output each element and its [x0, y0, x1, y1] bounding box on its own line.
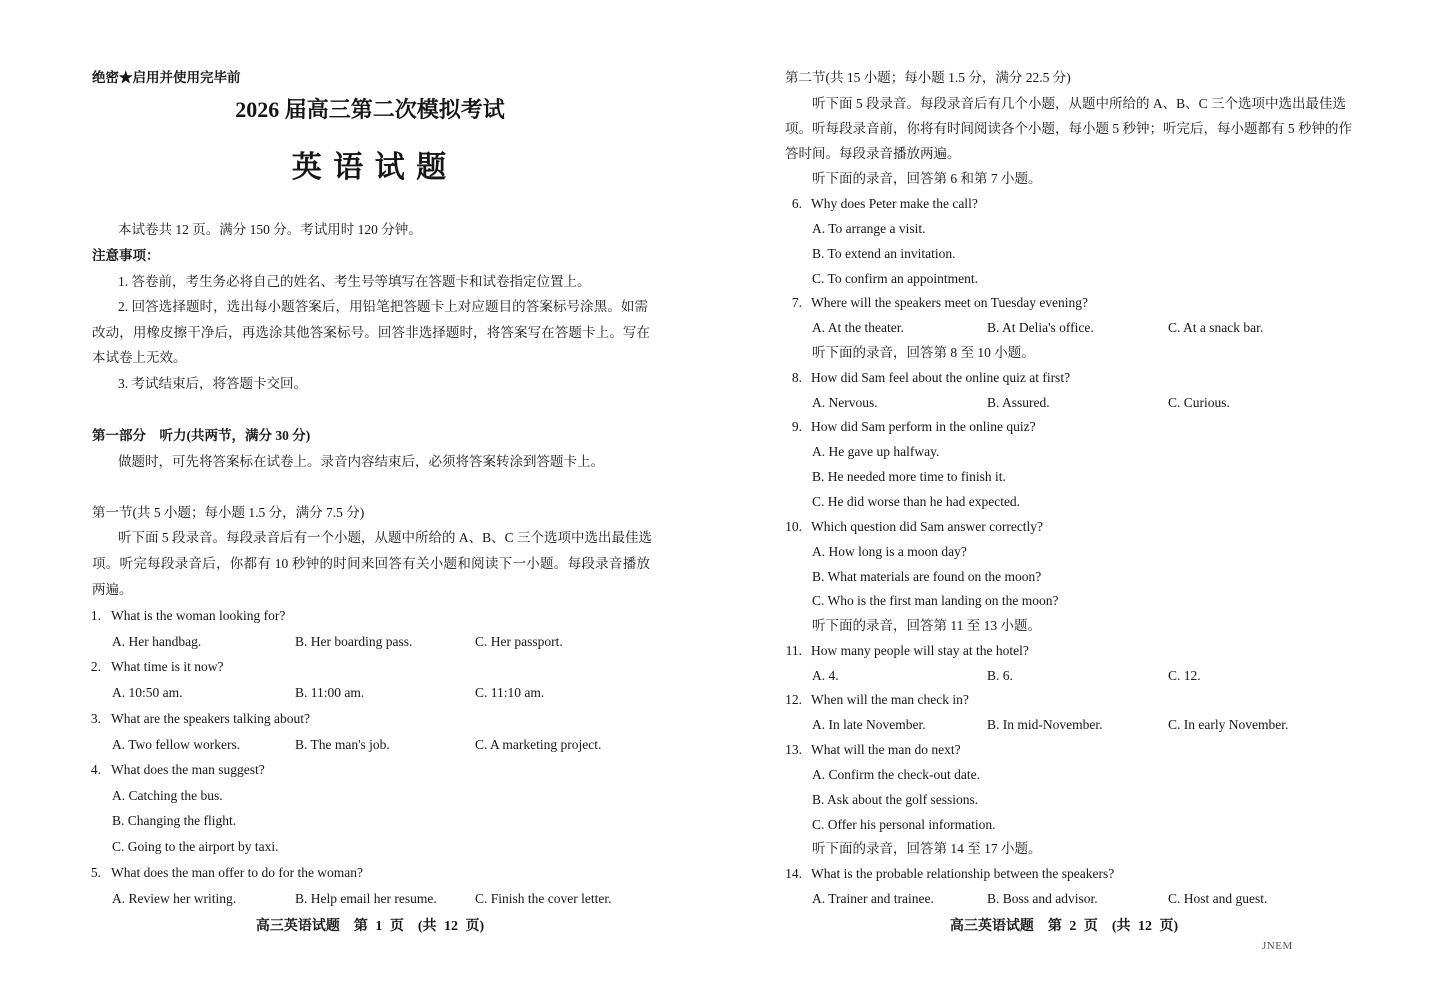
option-b: B. What materials are found on the moon? [812, 569, 1042, 584]
question-stem: How did Sam perform in the online quiz? [811, 419, 1036, 434]
section-instruction-line: 听下面 5 段录音。每段录音后有几个小题，从题中所给的 A、B、C 三个选项中选出最佳选 [812, 96, 1347, 111]
question [780, 369, 1070, 387]
option-a: A. 10:50 am. [112, 685, 183, 700]
option-b: B. To extend an invitation. [812, 246, 956, 261]
question-stem: What are the speakers talking about? [111, 711, 311, 726]
option-c: C. Curious. [1168, 395, 1230, 410]
confidential-label: 绝密★启用并使用完毕前 [92, 70, 241, 85]
section-instruction-line: 两遍。 [92, 582, 133, 597]
question [780, 691, 969, 709]
intro-text: 本试卷共 12 页。满分 150 分。考试用时 120 分钟。 [118, 222, 422, 237]
section-instruction-line: 答时间。每段录音播放两遍。 [785, 146, 961, 161]
question-number: 13. [785, 742, 802, 757]
question-stem: Which question did Sam answer correctly? [811, 519, 1044, 534]
question [780, 294, 1088, 312]
option-a: A. In late November. [812, 717, 926, 732]
question [780, 741, 961, 759]
question [780, 195, 978, 213]
page-footer: 高三英语试题 第 2 页 (共 12 页) [949, 919, 1179, 934]
question-stem: When will the man check in? [811, 692, 969, 707]
question-stem: What is the woman looking for? [111, 608, 286, 623]
question-number: 9. [791, 419, 802, 434]
question-number: 12. [785, 692, 802, 707]
option-c: C. Her passport. [475, 634, 563, 649]
question-stem: How did Sam feel about the online quiz at first? [811, 370, 1071, 385]
notes-line: 本试卷上无效。 [92, 350, 187, 365]
option-b: B. 11:00 am. [295, 685, 365, 700]
option-c: C. Finish the cover letter. [475, 891, 612, 906]
option-c: C. Offer his personal information. [812, 817, 996, 832]
exam-title: 2026 届高三第二次模拟考试 [235, 97, 505, 122]
option-a: A. How long is a moon day? [812, 544, 967, 559]
option-b: B. Changing the flight. [112, 813, 237, 828]
option-a: A. To arrange a visit. [812, 221, 926, 236]
option-b: B. In mid-November. [987, 717, 1103, 732]
option-b: B. He needed more time to finish it. [812, 469, 1006, 484]
option-a: A. Confirm the check-out date. [812, 767, 980, 782]
question-number: 4. [90, 762, 101, 777]
option-c: C. 12. [1168, 668, 1201, 683]
option-a: A. Review her writing. [112, 891, 237, 906]
section-instruction-line: 项。听每段录音前，你将有时间阅读各个小题，每小题 5 秒钟；听完后，每小题都有 5 秒钟的作 [785, 121, 1352, 136]
question-number: 1. [90, 608, 101, 623]
option-c: C. He did worse than he had expected. [812, 494, 1021, 509]
question [780, 642, 1029, 660]
question-number: 11. [785, 643, 802, 658]
question-number: 3. [90, 711, 101, 726]
option-a: A. Catching the bus. [112, 788, 223, 803]
question [780, 418, 1036, 436]
option-a: A. Nervous. [812, 395, 878, 410]
option-a: A. He gave up halfway. [812, 444, 940, 459]
part-instruction: 做题时，可先将答案标在试卷上。录音内容结束后，必须将答案转涂到答题卡上。 [118, 454, 604, 469]
option-a: A. Two fellow workers. [112, 737, 241, 752]
question-number: 2. [90, 659, 101, 674]
question-stem: What does the man offer to do for the woman? [111, 865, 364, 880]
option-b: B. 6. [987, 668, 1013, 683]
notes-heading: 注意事项： [92, 248, 160, 263]
subject-title: 英 语 试 题 [291, 151, 449, 184]
page-footer: 高三英语试题 第 1 页 (共 12 页) [255, 919, 485, 934]
option-c: C. In early November. [1168, 717, 1289, 732]
question-number: 8. [791, 370, 802, 385]
corner-mark: JNEM [1262, 940, 1293, 952]
option-c: C. To confirm an appointment. [812, 271, 979, 286]
option-c: C. Going to the airport by taxi. [112, 839, 279, 854]
option-c: C. At a snack bar. [1168, 320, 1264, 335]
option-b: B. Her boarding pass. [295, 634, 413, 649]
section-heading: 第一节(共 5 小题；每小题 1.5 分，满分 7.5 分) [92, 505, 365, 520]
group-instruction: 听下面的录音，回答第 8 至 10 小题。 [812, 345, 1035, 360]
question-stem: What is the probable relationship between the speakers? [811, 866, 1115, 881]
group-instruction: 听下面的录音，回答第 11 至 13 小题。 [812, 618, 1041, 633]
notes-line: 2. 回答选择题时，选出每小题答案后，用铅笔把答题卡上对应题目的答案标号涂黑。如需 [118, 299, 648, 314]
option-c: C. 11:10 am. [475, 685, 545, 700]
question-number: 10. [785, 519, 802, 534]
option-b: B. The man's job. [295, 737, 390, 752]
question [780, 865, 1114, 883]
option-a: A. Her handbag. [112, 634, 202, 649]
question-stem: Where will the speakers meet on Tuesday evening? [811, 295, 1089, 310]
question-stem: What does the man suggest? [111, 762, 265, 777]
section-heading: 第二节(共 15 小题；每小题 1.5 分，满分 22.5 分) [785, 70, 1071, 85]
question-stem: Why does Peter make the call? [811, 196, 978, 211]
option-b: B. Help email her resume. [295, 891, 437, 906]
option-b: B. At Delia's office. [987, 320, 1094, 335]
option-b: B. Assured. [987, 395, 1050, 410]
option-b: B. Ask about the golf sessions. [812, 792, 979, 807]
option-a: A. At the theater. [812, 320, 904, 335]
question-stem: How many people will stay at the hotel? [811, 643, 1029, 658]
option-c: C. Who is the first man landing on the moon? [812, 593, 1059, 608]
group-instruction: 听下面的录音，回答第 6 和第 7 小题。 [812, 171, 1042, 186]
notes-line: 改动，用橡皮擦干净后，再选涂其他答案标号。回答非选择题时，将答案写在答题卡上。写在 [92, 325, 650, 340]
option-c: C. Host and guest. [1168, 891, 1268, 906]
question-number: 6. [791, 196, 802, 211]
option-c: C. A marketing project. [475, 737, 602, 752]
option-a: A. 4. [812, 668, 839, 683]
option-a: A. Trainer and trainee. [812, 891, 934, 906]
section-instruction-line: 听下面 5 段录音。每段录音后有一个小题，从题中所给的 A、B、C 三个选项中选出最佳选 [118, 530, 653, 545]
question-number: 7. [791, 295, 802, 310]
question [780, 518, 1043, 536]
notes-line: 3. 考试结束后，将答题卡交回。 [118, 376, 307, 391]
group-instruction: 听下面的录音，回答第 14 至 17 小题。 [812, 841, 1042, 856]
question-stem: What time is it now? [111, 659, 224, 674]
question-number: 5. [90, 865, 101, 880]
section-instruction-line: 项。听完每段录音后，你都有 10 秒钟的时间来回答有关小题和阅读下一小题。每段录音播放 [92, 556, 650, 571]
part-heading: 第一部分 听力(共两节，满分 30 分) [92, 428, 311, 443]
question-number: 14. [785, 866, 802, 881]
notes-line: 1. 答卷前，考生务必将自己的姓名、考生号等填写在答题卡和试卷指定位置上。 [118, 274, 591, 289]
question-stem: What will the man do next? [811, 742, 961, 757]
option-b: B. Boss and advisor. [987, 891, 1098, 906]
